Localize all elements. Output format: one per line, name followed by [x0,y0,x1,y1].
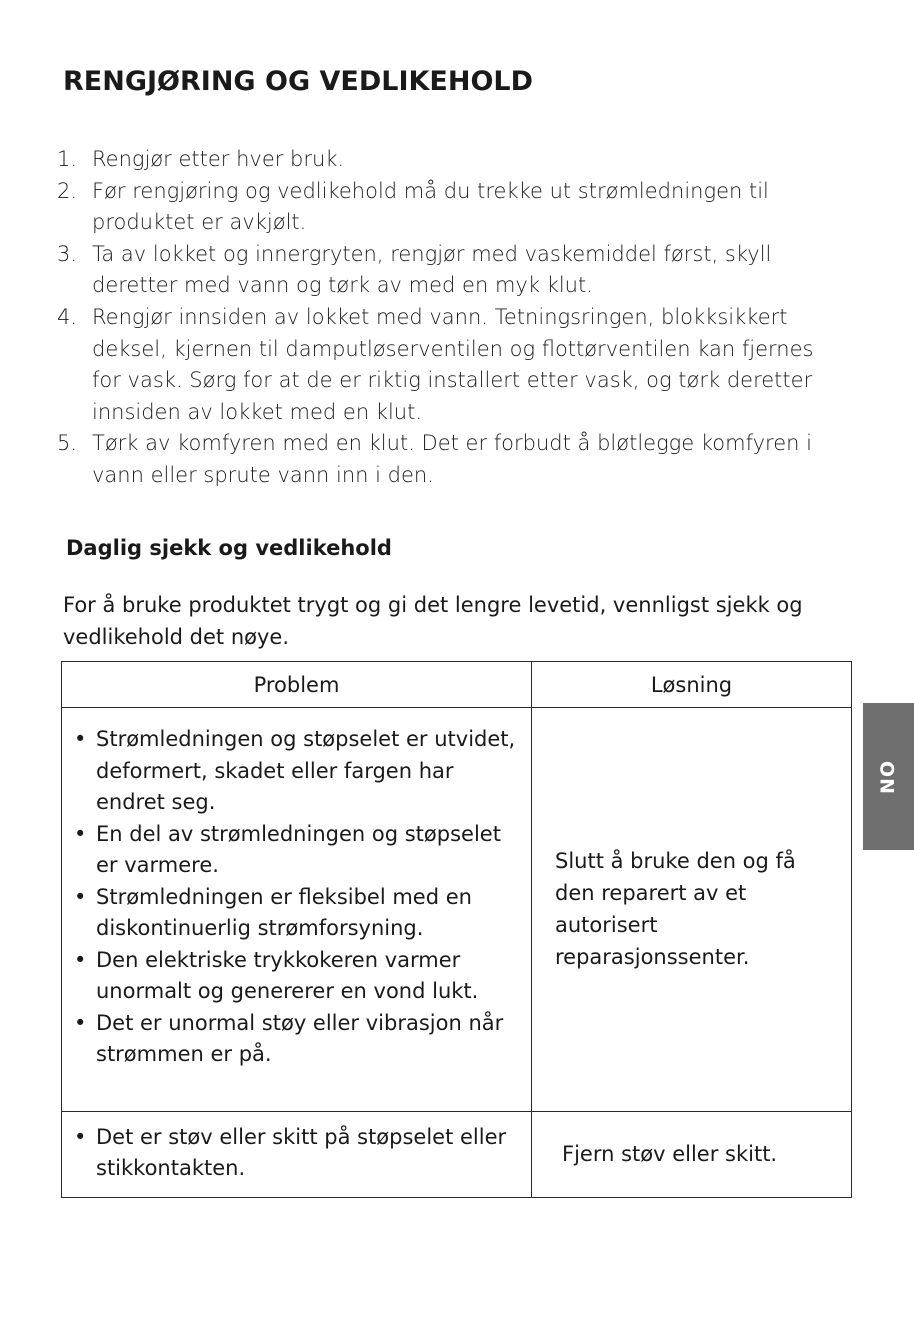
bullet-icon: • [74,884,87,909]
problem-header: Problem [62,662,532,708]
language-tab [863,703,914,850]
step-number: 3. [57,241,78,266]
problem-text: Det er unormal støy eller vibrasjon når strømmen er på. [96,1010,504,1066]
table-header-row [62,662,852,708]
cleaning-steps-list [57,144,847,492]
step-item [57,428,847,491]
page-title: RENGJØRING OG VEDLIKEHOLD [63,66,534,97]
solution-header: Løsning [532,662,852,708]
step-item [57,144,847,176]
solution-cell: Slutt å bruke den og få den reparert av et autorisert reparasjonssenter. [532,708,852,1112]
problem-text: Det er støv eller skitt på støpselet eller stikkontakten. [96,1124,507,1180]
problem-item [62,724,521,819]
step-number: 4. [57,304,78,329]
step-text: Rengjør etter hver bruk. [92,147,345,171]
step-text: Ta av lokket og innergryten, rengjør med vaskemiddel først, skyll deretter med vann og tørk av med en myk klut. [92,241,772,298]
troubleshooting-table [61,661,852,1198]
step-item [57,239,847,302]
problem-list [62,1122,521,1185]
language-tab-label: NO [877,759,900,794]
bullet-icon: • [74,821,87,846]
section-subtitle: Daglig sjekk og vedlikehold [66,536,392,560]
bullet-icon: • [74,1010,87,1035]
table-row [62,1111,852,1197]
intro-paragraph: For å bruke produktet trygt og gi det lengre levetid, vennligst sjekk og vedlikehold det nøye. [63,593,803,649]
solution-cell: Fjern støv eller skitt. [532,1111,852,1197]
problem-item [62,819,521,882]
problem-item [62,1008,521,1071]
table-row [62,708,852,1112]
problem-item [62,882,521,945]
problem-item [62,1122,521,1185]
step-number: 1. [57,147,78,171]
step-item [57,176,847,239]
bullet-icon: • [74,947,87,972]
problem-cell [62,708,532,1112]
step-text: Rengjør innsiden av lokket med vann. Tetningsringen, blokksikkert deksel, kjernen til damputløserventilen og flottørventilen kan fjernes for vask. Sørg for at de er riktig installert etter vask, og tørk deretter innsiden av lokket med en klut. [92,304,814,424]
problem-text: Den elektriske trykkokeren varmer unormalt og genererer en vond lukt. [96,947,479,1003]
step-item [57,302,847,428]
bullet-icon: • [74,727,87,751]
problem-text: En del av strømledningen og støpselet er varmere. [96,821,501,877]
problem-list [62,724,521,1071]
step-number: 2. [57,178,78,203]
step-text: Tørk av komfyren med en klut. Det er forbudt å bløtlegge komfyren i vann eller sprute vann inn i den. [92,431,812,487]
problem-text: Strømledningen er fleksibel med en diskontinuerlig strømforsyning. [96,884,472,940]
step-text: Før rengjøring og vedlikehold må du trekke ut strømledningen til produktet er avkjølt. [92,178,769,235]
problem-cell [62,1111,532,1197]
problem-item [62,945,521,1008]
bullet-icon: • [74,1124,87,1149]
step-number: 5. [57,431,78,456]
problem-text: Strømledningen og støpselet er utvidet, deformert, skadet eller fargen har endret seg. [96,727,516,814]
